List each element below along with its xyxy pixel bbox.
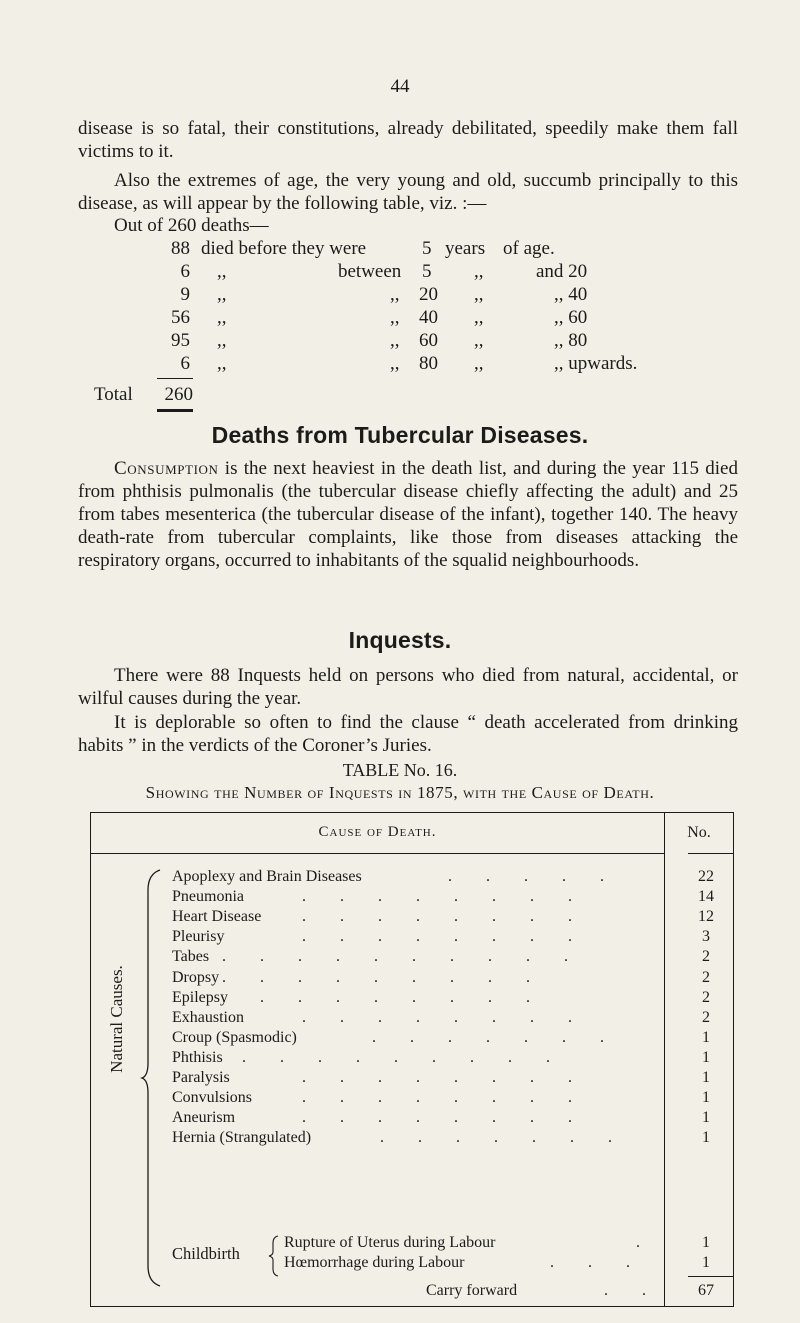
age-unit: ,, <box>474 284 484 305</box>
page-number: 44 <box>390 76 410 97</box>
total-double-rule <box>157 409 193 412</box>
paragraph-tubercular-body: is the next heaviest in the death list, and during the year 115 died from phthisis pulmonalis (the tubercular disease chiefly affecting the adult) and 25 from tabes mesenterica (the tubercular disease of the infant), together 140. The heavy death-rate from tubercular complaints, like those from diseases attacking the respiratory organs, occurred to inhabitants of the squalid neighbourhoods. <box>78 458 738 571</box>
table-title: TABLE No. 16. <box>342 760 458 780</box>
age-table-intro: Out of 260 deaths— <box>114 215 269 236</box>
leader-dots: . . . . . . . . . <box>222 988 545 1006</box>
age-to: ,, 60 <box>554 307 588 328</box>
paragraph-inquests-2: It is deplorable so often to find the clause “ death accelerated from drinking habits ” in the verdicts of the Coroner’s Juries. <box>78 712 738 756</box>
cause-row: Aneurism <box>172 1109 236 1127</box>
leader-dots: . . . . . . . . <box>302 928 587 946</box>
age-to: ,, upwards. <box>554 353 638 374</box>
cause-count: 12 <box>698 908 714 926</box>
childbirth-count-2: 1 <box>702 1254 710 1271</box>
leader-dots: . . . . . . . . <box>302 908 587 926</box>
age-count: 6 <box>180 353 190 374</box>
table-bottom-rule <box>90 1306 734 1307</box>
age-to: ,, 80 <box>554 330 588 351</box>
leader-dots: . . . . . . . . . . <box>222 948 583 966</box>
cause-count: 1 <box>702 1069 710 1086</box>
table-column-rule <box>664 812 665 1307</box>
cause-count: 1 <box>702 1089 710 1107</box>
carry-forward-label: Carry forward <box>426 1282 518 1299</box>
cause-count: 1 <box>702 1048 710 1066</box>
age-ditto: ,, <box>217 284 227 305</box>
paragraph-inquests-1: There were 88 Inquests held on persons who died from natural, accidental, or wilful causes during the year. <box>78 665 738 709</box>
age-ditto: ,, <box>217 307 227 328</box>
age-to: ,, 40 <box>554 284 588 305</box>
header-rule-right <box>688 853 734 854</box>
cause-row: Pleurisy <box>172 928 225 946</box>
leader-dots: . . . . . . . . . <box>242 1048 565 1066</box>
lead-word: Consumption <box>114 458 219 479</box>
age-count: 95 <box>171 330 190 351</box>
age-from: 20 <box>419 284 438 305</box>
age-to: of age. <box>503 238 555 259</box>
age-phrase: died before they were <box>201 238 367 259</box>
leader-dots: . . . . . . . . <box>302 888 587 906</box>
leader-dots: . . . . . . . . <box>302 1109 587 1127</box>
group-label: Natural Causes. <box>107 965 126 1073</box>
column-header-no: No. <box>687 824 711 841</box>
cause-row: Hernia (Strangulated) <box>172 1129 312 1147</box>
cause-row: Apoplexy and Brain Diseases <box>172 868 362 885</box>
leader-dots: . . . <box>550 1254 645 1271</box>
paragraph-1: disease is so fatal, their constitutions, already debilitated, speedily make them fall victims to it. <box>78 118 738 162</box>
leader-dots: . . . . . . . <box>372 1028 619 1046</box>
leader-dots: . . . . . . . . <box>302 1008 587 1026</box>
small-brace-icon <box>268 1235 280 1277</box>
age-unit: years <box>445 238 486 259</box>
age-ditto: ,, <box>390 330 400 351</box>
age-ditto: ,, <box>390 284 400 305</box>
age-unit: ,, <box>474 353 484 374</box>
age-from: 40 <box>419 307 438 328</box>
cause-row: Dropsy <box>172 968 220 986</box>
leader-dots: . <box>636 1234 655 1251</box>
carry-forward-value: 67 <box>698 1282 714 1299</box>
leader-dots: . . . . . . . . <box>302 1069 587 1086</box>
age-ditto: ,, <box>217 261 227 282</box>
cause-row: Pneumonia <box>172 888 244 906</box>
brace-icon <box>140 868 162 1288</box>
age-to: and 20 <box>536 261 588 282</box>
cause-count: 1 <box>702 1028 710 1046</box>
childbirth-row-2: Hœmorrhage during Labour <box>284 1254 465 1271</box>
age-from: 60 <box>419 330 438 351</box>
age-from: 80 <box>419 353 438 374</box>
age-ditto: ,, <box>390 307 400 328</box>
cause-count: 2 <box>702 1008 710 1026</box>
cause-count: 2 <box>702 988 710 1006</box>
cause-row: Croup (Spasmodic) <box>172 1028 297 1046</box>
cause-count: 2 <box>702 968 710 986</box>
paragraph-tubercular <box>78 457 738 572</box>
column-header-cause: Cause of Death. <box>318 824 437 840</box>
leader-dots: . . . . . . . . . <box>222 968 545 986</box>
cause-count: 1 <box>702 1109 710 1127</box>
age-ditto: ,, <box>390 353 400 374</box>
age-ditto: ,, <box>217 330 227 351</box>
table-top-rule <box>91 812 734 813</box>
leader-dots: . . . . . <box>448 868 619 885</box>
sum-rule <box>157 378 193 379</box>
table-left-rule <box>90 812 91 1307</box>
paragraph-2: Also the extremes of age, the very young and old, succumb principally to this disease, as will appear by the following table, viz. :— <box>78 170 738 214</box>
cause-row: Paralysis <box>172 1069 230 1086</box>
cause-count: 2 <box>702 948 710 966</box>
leader-dots: . . <box>604 1282 661 1299</box>
table-subtitle: Showing the Number of Inquests in 1875, with the Cause of Death. <box>145 783 655 802</box>
cause-row: Tabes <box>172 948 210 966</box>
leader-dots: . . . . . . . . <box>302 1089 587 1107</box>
childbirth-label: Childbirth <box>172 1244 240 1263</box>
subtotal-rule <box>688 1276 734 1277</box>
cause-count: 14 <box>698 888 714 906</box>
cause-row: Exhaustion <box>172 1008 244 1026</box>
cause-row: Epilepsy <box>172 988 228 1006</box>
age-from: 5 <box>422 261 432 282</box>
cause-count: 3 <box>702 928 710 946</box>
cause-row: Convulsions <box>172 1089 253 1107</box>
header-rule-left <box>90 853 665 854</box>
cause-row: Heart Disease <box>172 908 262 926</box>
total-label: Total <box>94 384 133 405</box>
childbirth-count-1: 1 <box>702 1234 710 1251</box>
age-phrase: between <box>338 261 402 282</box>
age-count: 6 <box>180 261 190 282</box>
leader-dots: . . . . . . . <box>380 1129 627 1147</box>
age-unit: ,, <box>474 330 484 351</box>
age-unit: ,, <box>474 307 484 328</box>
age-count: 56 <box>171 307 190 328</box>
age-from: 5 <box>422 238 432 259</box>
age-count: 88 <box>171 238 190 259</box>
childbirth-row-1: Rupture of Uterus during Labour <box>284 1234 496 1251</box>
cause-count: 22 <box>698 868 714 885</box>
cause-count: 1 <box>702 1129 710 1147</box>
age-ditto: ,, <box>217 353 227 374</box>
total-value: 260 <box>164 384 193 405</box>
section-heading-tubercular: Deaths from Tubercular Diseases. <box>211 422 589 448</box>
age-count: 9 <box>180 284 190 305</box>
section-heading-inquests: Inquests. <box>348 627 452 653</box>
cause-row: Phthisis <box>172 1048 223 1066</box>
age-unit: ,, <box>474 261 484 282</box>
